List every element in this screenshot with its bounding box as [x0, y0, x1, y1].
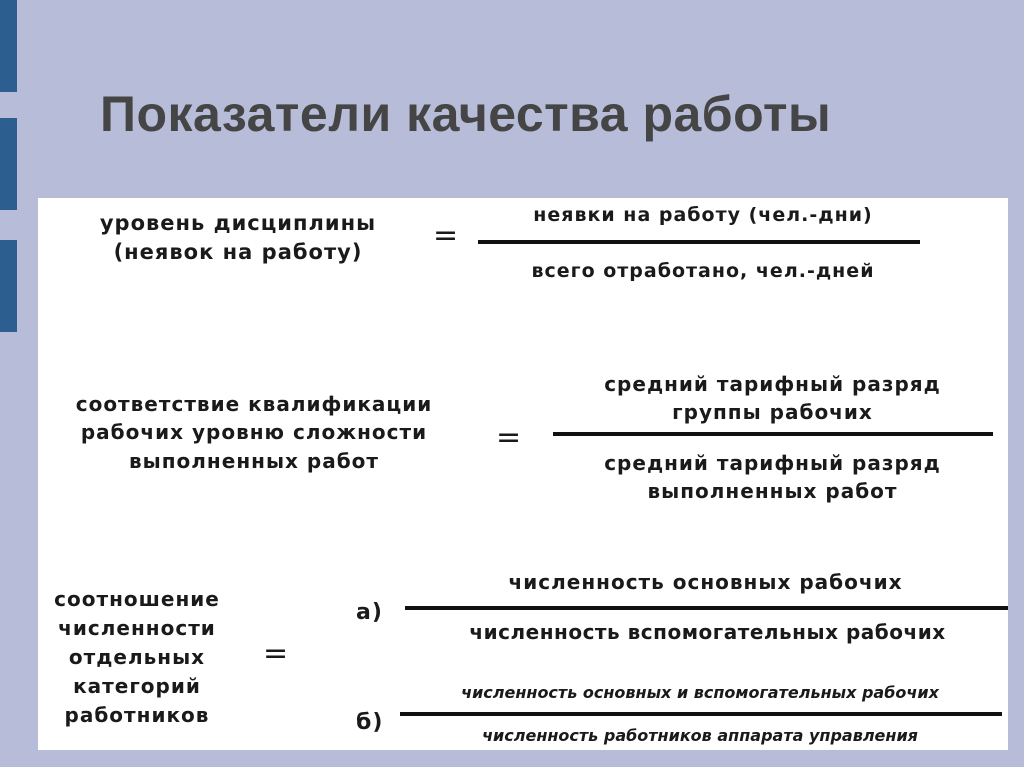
formula3-a-numerator: численность основных рабочих [508, 570, 903, 594]
formula2-numerator-line2: группы рабочих [672, 400, 873, 424]
formula3-a-denominator: численность вспомогательных рабочих [469, 620, 946, 644]
left-tab-2 [0, 118, 17, 210]
formula1-numerator: неявки на работу (чел.-дни) [533, 204, 873, 226]
formula3-left-line1: соотношение [54, 587, 220, 611]
formula3-option-a-label: а) [356, 600, 383, 625]
formula1-fraction-line [478, 240, 920, 244]
formula2-left-line1: соответствие квалификации [75, 392, 433, 416]
left-tab-1 [0, 0, 17, 92]
formula2-denominator-line1: средний тарифный разряд [604, 451, 941, 475]
formula2-equals: = [496, 420, 522, 455]
formula1-equals: = [433, 218, 459, 253]
formula3-left-line2: численности [58, 616, 216, 640]
formula1-denominator: всего отработано, чел.-дней [531, 260, 875, 282]
formula2-numerator-line1: средний тарифный разряд [604, 372, 941, 396]
left-tab-3 [0, 240, 17, 332]
formula2-denominator-line2: выполненных работ [647, 479, 898, 503]
formula3-b-denominator: численность работников аппарата управления [482, 726, 918, 745]
formula3-left-line5: работников [64, 703, 210, 727]
formula2-left-line2: рабочих уровню сложности [80, 420, 428, 444]
formula3-b-numerator: численность основных и вспомогательных рабочих [461, 683, 939, 702]
formula3-a-fraction-line [405, 606, 1008, 610]
formula2-fraction-line [553, 432, 993, 436]
left-decoration-strip [0, 0, 17, 767]
formula3-option-b-label: б) [356, 710, 384, 735]
formula-panel [38, 198, 1008, 750]
slide-title: Показатели качества работы [100, 86, 832, 142]
formula3-equals: = [263, 636, 289, 671]
formula3-left-line4: категорий [73, 674, 201, 698]
formula3-left-line3: отдельных [68, 645, 206, 669]
formula1-left-line2: (неявок на работу) [113, 240, 363, 264]
formula2-left-line3: выполненных работ [128, 449, 380, 473]
formula3-b-fraction-line [400, 712, 1002, 716]
formula1-left-line1: уровень дисциплины [99, 211, 377, 235]
